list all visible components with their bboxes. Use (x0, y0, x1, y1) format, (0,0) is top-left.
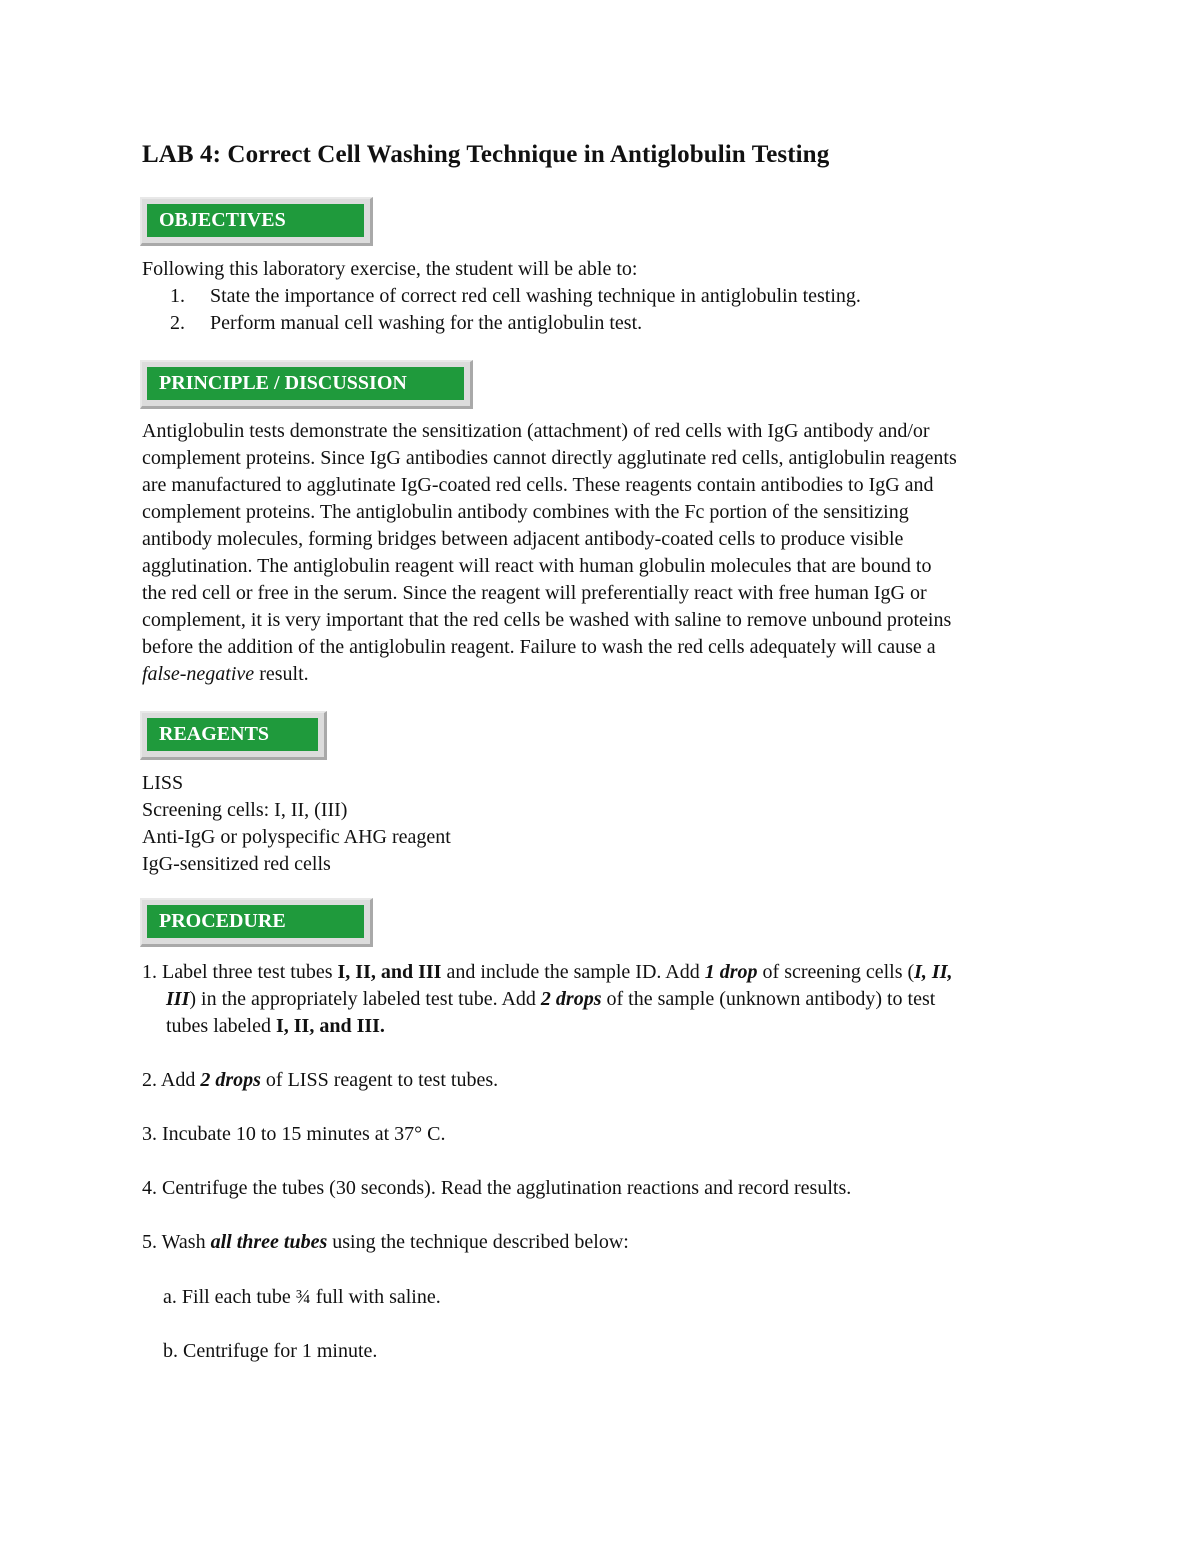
step-text: using the technique described below: (327, 1231, 629, 1253)
step-number: 1. (142, 961, 157, 983)
principle-line: complement, it is very important that the red cells be washed with saline to remove unbound proteins (142, 609, 952, 631)
step-number: 3. (142, 1123, 157, 1145)
reagents-header-label: REAGENTS (147, 718, 318, 751)
principle-line: agglutination. The antiglobulin reagent will react with human globulin molecules that are bound to (142, 555, 932, 577)
step-text: of LISS reagent to test tubes. (260, 1069, 499, 1091)
procedure-header (140, 898, 373, 947)
principle-line: antibody molecules, forming bridges between adjacent antibody-coated cells to produce visible (142, 528, 904, 550)
reagents-header (140, 711, 327, 760)
principle-line: are manufactured to agglutinate IgG-coated red cells. These reagents contain antibodies to IgG and (142, 474, 934, 496)
procedure-step-2 (142, 1067, 1122, 1094)
step-text: Label three test tubes (157, 961, 338, 983)
principle-line: the red cell or free in the serum. Since the reagent will preferentially react with free human IgG or (142, 582, 927, 604)
procedure-substep-a (163, 1284, 1143, 1311)
reagent-item: LISS (142, 772, 184, 794)
objectives-list (170, 283, 861, 337)
step-text: of screening cells ( (757, 961, 915, 983)
procedure-step-4 (142, 1175, 1122, 1202)
reagent-item: Screening cells: I, II, (III) (142, 799, 348, 821)
principle-italic-term: false-negative (142, 663, 255, 685)
step-number: 5. (142, 1231, 157, 1253)
step-text: tubes labeled (166, 1015, 276, 1037)
objective-text: Perform manual cell washing for the antiglobulin test. (210, 312, 643, 334)
drop-count-emphasis: 2 drops (540, 988, 602, 1010)
objectives-header-label: OBJECTIVES (147, 204, 364, 237)
principle-line: complement proteins. The antiglobulin antibody combines with the Fc portion of the sensitizing (142, 501, 909, 523)
procedure-step-3 (142, 1121, 1122, 1148)
objective-item (170, 283, 861, 310)
step-text: and include the sample ID. Add (441, 961, 705, 983)
objective-text: State the importance of correct red cell washing technique in antiglobulin testing. (210, 285, 861, 307)
objective-number: 2. (170, 312, 185, 334)
page-title: LAB 4: Correct Cell Washing Technique in Antiglobulin Testing (142, 141, 830, 168)
objective-number: 1. (170, 285, 185, 307)
step-number: 4. (142, 1177, 157, 1199)
tube-labels-bold: I, II, and III (337, 961, 442, 983)
procedure-substep-b (163, 1338, 1143, 1365)
reagent-item: IgG-sensitized red cells (142, 853, 331, 875)
tube-labels-bold: I, II, and III. (275, 1015, 385, 1037)
tubes-emphasis: all three tubes (210, 1231, 328, 1253)
procedure-header-label: PROCEDURE (147, 905, 364, 938)
principle-line: complement proteins. Since IgG antibodies cannot directly agglutinate red cells, antiglobulin reagents (142, 447, 957, 469)
cell-labels-emphasis: III (166, 988, 190, 1010)
step-text: Centrifuge for 1 minute. (178, 1340, 378, 1362)
principle-paragraph (142, 418, 1122, 688)
step-text: Wash (157, 1231, 211, 1253)
step-text: Centrifuge the tubes (30 seconds). Read the agglutination reactions and record results. (157, 1177, 852, 1199)
substep-letter: a. (163, 1286, 177, 1308)
procedure-step-1 (142, 959, 1122, 1040)
principle-line: before the addition of the antiglobulin reagent. Failure to wash the red cells adequately will cause a (142, 636, 936, 658)
drop-count-emphasis: 2 drops (200, 1069, 261, 1091)
step-text: Fill each tube ¾ full with saline. (176, 1286, 441, 1308)
cell-labels-emphasis: I, II, (914, 961, 953, 983)
step-number: 2. (142, 1069, 157, 1091)
objective-item (170, 310, 861, 337)
step-text: ) in the appropriately labeled test tube. Add (189, 988, 541, 1010)
procedure-step-5 (142, 1229, 1122, 1256)
substep-letter: b. (163, 1340, 178, 1362)
step-text: of the sample (unknown antibody) to test (601, 988, 936, 1010)
step-text: Incubate 10 to 15 minutes at 37° C. (157, 1123, 446, 1145)
objectives-header (140, 197, 373, 246)
objectives-intro: Following this laboratory exercise, the student will be able to: (142, 258, 638, 280)
step-text: Add (157, 1069, 201, 1091)
drop-count-emphasis: 1 drop (704, 961, 758, 983)
reagent-item: Anti-IgG or polyspecific AHG reagent (142, 826, 451, 848)
reagents-list (142, 770, 1122, 878)
principle-header-label: PRINCIPLE / DISCUSSION (147, 367, 464, 400)
principle-line (142, 661, 1122, 688)
principle-line: Antiglobulin tests demonstrate the sensitization (attachment) of red cells with IgG antibody and/or (142, 420, 930, 442)
principle-header (140, 360, 473, 409)
principle-line-end: result. (254, 663, 309, 685)
